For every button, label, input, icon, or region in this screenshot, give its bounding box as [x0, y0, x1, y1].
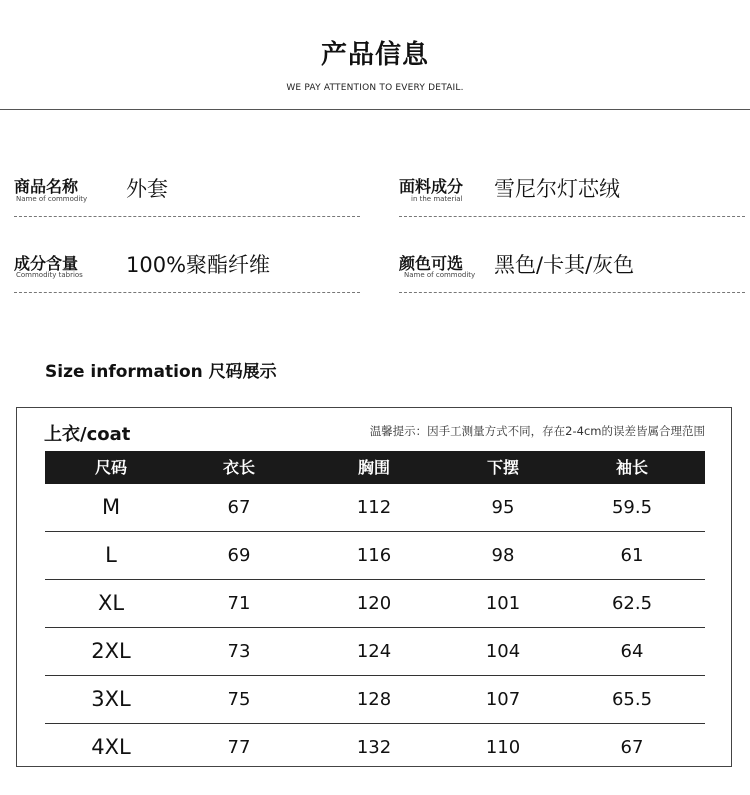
- cell-hem: 98: [491, 545, 515, 566]
- attr-material-label: 面料成分: [399, 177, 464, 196]
- cell-chest: 116: [356, 545, 392, 566]
- cell-size: 4XL: [91, 735, 131, 759]
- cell-size: XL: [97, 591, 125, 615]
- cell-chest: 112: [356, 497, 392, 518]
- cell-size: L: [105, 543, 117, 567]
- cell-length: 67: [227, 497, 251, 518]
- attr-name-sub: Name of commodity: [16, 195, 88, 203]
- col-header-sleeve: 袖长: [615, 458, 648, 477]
- cell-sleeve: 62.5: [611, 593, 653, 614]
- cell-hem: 95: [491, 497, 515, 518]
- cell-chest: 124: [356, 641, 392, 662]
- cell-hem: 110: [485, 737, 521, 758]
- col-header-length: 衣长: [222, 458, 255, 477]
- cell-chest: 128: [356, 689, 392, 710]
- cell-hem: 104: [485, 641, 521, 662]
- table-row: [45, 484, 705, 532]
- table-row: [45, 676, 705, 724]
- attr-content-value: 100%聚酯纤维: [126, 253, 271, 277]
- table-row: [45, 724, 705, 772]
- cell-size: 3XL: [91, 687, 131, 711]
- attr-material-sub: in the material: [411, 195, 463, 203]
- cell-chest: 132: [356, 737, 392, 758]
- page-title: 产品信息: [320, 40, 429, 70]
- attr-color-value: 黑色/卡其/灰色: [494, 253, 635, 277]
- size-table-title: 上衣/coat: [44, 424, 131, 445]
- cell-sleeve: 65.5: [611, 689, 653, 710]
- cell-sleeve: 67: [620, 737, 644, 758]
- attr-content-label: 成分含量: [14, 254, 79, 273]
- cell-length: 69: [227, 545, 251, 566]
- cell-size: 2XL: [91, 639, 131, 663]
- cell-sleeve: 64: [620, 641, 644, 662]
- cell-length: 75: [227, 689, 251, 710]
- table-row: [45, 580, 705, 628]
- cell-hem: 107: [485, 689, 521, 710]
- cell-length: 71: [227, 593, 251, 614]
- size-section-title: Size information 尺码展示: [45, 362, 277, 382]
- col-header-size: 尺码: [94, 458, 127, 477]
- attr-color-label: 颜色可选: [399, 254, 464, 273]
- attr-content-sub: Commodity tabrios: [16, 271, 83, 279]
- attr-color-sub: Name of commodity: [404, 271, 476, 279]
- cell-hem: 101: [485, 593, 521, 614]
- cell-size: M: [101, 495, 121, 519]
- attr-name-value: 外套: [126, 177, 168, 201]
- attr-name-label: 商品名称: [14, 177, 79, 196]
- table-row: [45, 532, 705, 580]
- attr-material-value: 雪尼尔灯芯绒: [494, 177, 620, 201]
- cell-sleeve: 61: [620, 545, 644, 566]
- cell-length: 77: [227, 737, 251, 758]
- cell-length: 73: [227, 641, 251, 662]
- col-header-chest: 胸围: [357, 458, 390, 477]
- table-row: [45, 628, 705, 676]
- measurement-note: 温馨提示：因手工测量方式不同，存在2-4cm的误差皆属合理范围: [369, 424, 705, 438]
- cell-chest: 120: [356, 593, 392, 614]
- cell-sleeve: 59.5: [611, 497, 653, 518]
- page-subtitle: WE PAY ATTENTION TO EVERY DETAIL.: [286, 83, 464, 93]
- col-header-hem: 下摆: [486, 458, 519, 477]
